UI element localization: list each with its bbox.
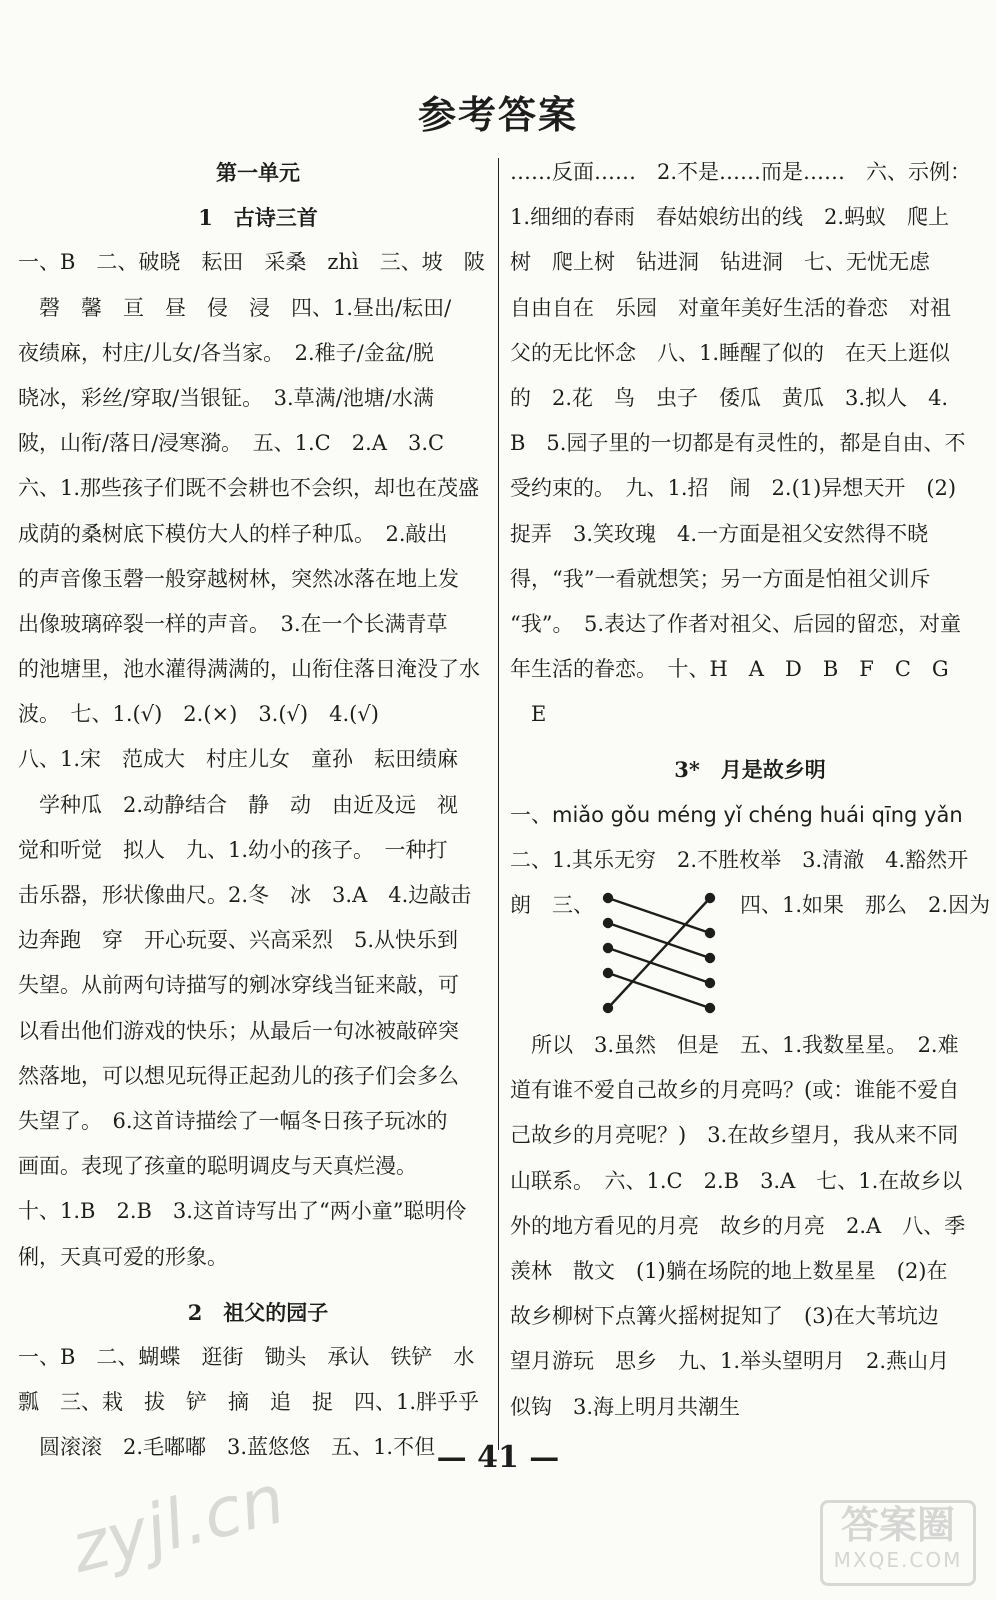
answer-line: 然落地，可以想见玩得正起劲儿的孩子们会多么 — [18, 1063, 459, 1088]
answer-block-1 — [18, 240, 498, 1279]
answer-line: “我”。 5.表达了作者对祖父、后园的留恋，对童 — [510, 611, 962, 636]
answer-line: 受约束的。 九、1.招 闹 2.(1)异想天开 (2) — [510, 476, 957, 501]
answer-line: 的声音像玉磬一般穿越树林，突然冰落在地上发 — [18, 566, 459, 591]
answer-line: 外的地方看见的月亮 故乡的月亮 2.A 八、季 — [510, 1213, 966, 1238]
answer-line: 自由自在 乐园 对童年美好生活的眷恋 对祖 — [510, 295, 951, 320]
answer-block-2-cont — [510, 150, 990, 737]
answer-line: 边奔跑 穿 开心玩耍、兴高采烈 5.从快乐到 — [18, 928, 459, 953]
answer-line: 捉弄 3.笑玫瑰 4.一方面是祖父安然得不晓 — [510, 521, 929, 546]
matching-suffix: 四、1.如果 那么 2.因为 — [740, 893, 991, 917]
stamp-line-1: 答案圈 — [840, 1503, 955, 1547]
answer-line: 俐，天真可爱的形象。 — [18, 1244, 228, 1269]
answer-block-3 — [510, 1023, 990, 1430]
answer-line: 夜绩麻，村庄/儿女/各当家。 2.稚子/金盆/脱 — [18, 340, 434, 365]
answer-line: 波。 七、1.(√) 2.(×) 3.(√) 4.(√) — [18, 702, 379, 727]
answer-line: 瓢 三、栽 拔 铲 摘 追 捉 四、1.胖乎乎 — [18, 1390, 480, 1415]
watermark: zyjl.cn — [63, 1460, 293, 1589]
answer-line: 画面。表现了孩童的聪明调皮与天真烂漫。 — [18, 1154, 417, 1179]
watermark-stamp — [820, 1500, 976, 1586]
answer-line: 望月游玩 思乡 九、1.举头望明月 2.燕山月 — [510, 1349, 950, 1374]
answer-line: E — [510, 702, 547, 727]
answer-line: 击乐器，形状像曲尺。2.冬 冰 3.A 4.边敲击 — [18, 883, 472, 907]
answer-line: 圆滚滚 2.毛嘟嘟 3.蓝悠悠 五、1.不但 — [18, 1435, 436, 1460]
answer-line: 1.细细的春雨 春姑娘纺出的线 2.蚂蚁 爬上 — [510, 205, 950, 230]
answer-line: 成荫的桑树底下模仿大人的样子种瓜。 2.敲出 — [18, 521, 448, 546]
pinyin-answer-line: 一、miǎo gǒu méng yǐ chéng huái qīng yǎn — [510, 802, 963, 827]
answer-line: 失望。从前两句诗描写的剜冰穿线当钲来敲，可 — [18, 973, 459, 998]
answer-line: 以看出他们游戏的快乐；从最后一句冰被敲碎突 — [18, 1018, 459, 1043]
answer-line: 父的无比怀念 八、1.睡醒了似的 在天上逛似 — [510, 340, 951, 365]
answer-line: 树 爬上树 钻进洞 钻进洞 七、无忧无虑 — [510, 250, 930, 275]
answer-line: 的 2.花 鸟 虫子 倭瓜 黄瓜 3.拟人 4. — [510, 385, 949, 410]
answer-line: 年生活的眷恋。 十、H A D B F C G — [510, 657, 949, 682]
answer-line: 似钩 3.海上明月共潮生 — [510, 1394, 741, 1419]
answer-line: 一、B 二、破晓 耘田 采桑 zhì 三、坡 陂 — [18, 250, 485, 275]
section-heading-2: 2 祖父的园子 — [187, 1299, 329, 1325]
answer-line: 道有谁不爱自己故乡的月亮吗？(或：谁能不爱自 — [510, 1078, 960, 1103]
answer-line: 十、1.B 2.B 3.这首诗写出了“两小童”聪明伶 — [18, 1199, 467, 1224]
column-divider — [498, 158, 499, 1450]
answer-line: 山联系。 六、1.C 2.B 3.A 七、1.在故乡以 — [510, 1168, 963, 1193]
answer-line: 出像玻璃碎裂一样的声音。 3.在一个长满青草 — [18, 611, 448, 636]
page-number: — 41 — — [436, 1440, 560, 1475]
matching-diagram — [600, 883, 730, 1023]
answer-line: 所以 3.虽然 但是 五、1.我数星星。 2.难 — [510, 1033, 959, 1057]
page-title: 参考答案 — [417, 92, 578, 137]
answer-line: 磬 馨 亘 昼 侵 浸 四、1.昼出/耘田/ — [18, 295, 452, 320]
answer-line: 晓冰，彩丝/穿取/当银钲。 3.草满/池塘/水满 — [18, 385, 434, 410]
answer-line: 一、B 二、蝴蝶 逛街 锄头 承认 铁铲 水 — [18, 1344, 475, 1369]
section-heading-1: 1 古诗三首 — [198, 205, 318, 231]
matching-prefix: 朗 三、 — [510, 893, 594, 917]
unit-heading: 第一单元 — [216, 160, 300, 185]
answer-line: 六、1.那些孩子们既不会耕也不会织，却也在茂盛 — [18, 476, 480, 501]
answer-line: ……反面…… 2.不是……而是…… 六、示例： — [510, 160, 972, 184]
answer-line: 得，“我”一看就想笑；另一方面是怕祖父训斥 — [510, 566, 931, 591]
answer-line: 的池塘里，池水灌得满满的，山衔住落日淹没了水 — [18, 657, 480, 682]
idiom-answer-line: 二、1.其乐无穷 2.不胜枚举 3.清澈 4.豁然开 — [510, 847, 969, 872]
answer-line: 觉和听觉 拟人 九、1.幼小的孩子。 一种打 — [18, 837, 448, 862]
answer-line: 失望了。 6.这首诗描绘了一幅冬日孩子玩冰的 — [18, 1108, 448, 1133]
answer-line: 羡林 散文 (1)躺在场院的地上数星星 (2)在 — [510, 1258, 948, 1283]
answer-line: 学种瓜 2.动静结合 静 动 由近及远 视 — [18, 792, 459, 817]
answer-line: 己故乡的月亮呢？) 3.在故乡望月，我从来不同 — [510, 1123, 959, 1148]
answer-line: 八、1.宋 范成大 村庄儿女 童孙 耘田绩麻 — [18, 747, 459, 772]
left-column — [18, 150, 498, 1470]
stamp-line-2: MXQE.COM — [833, 1548, 963, 1572]
answer-line: 故乡柳树下点篝火摇树捉知了 (3)在大苇坑边 — [510, 1304, 939, 1329]
matching-row — [510, 883, 990, 1023]
answer-line: B 5.园子里的一切都是有灵性的，都是自由、不 — [510, 431, 966, 456]
section-heading-3: 3* 月是故乡明 — [674, 757, 826, 783]
answer-line: 陂，山衔/落日/浸寒漪。 五、1.C 2.A 3.C — [18, 431, 445, 456]
right-column — [510, 150, 990, 1430]
